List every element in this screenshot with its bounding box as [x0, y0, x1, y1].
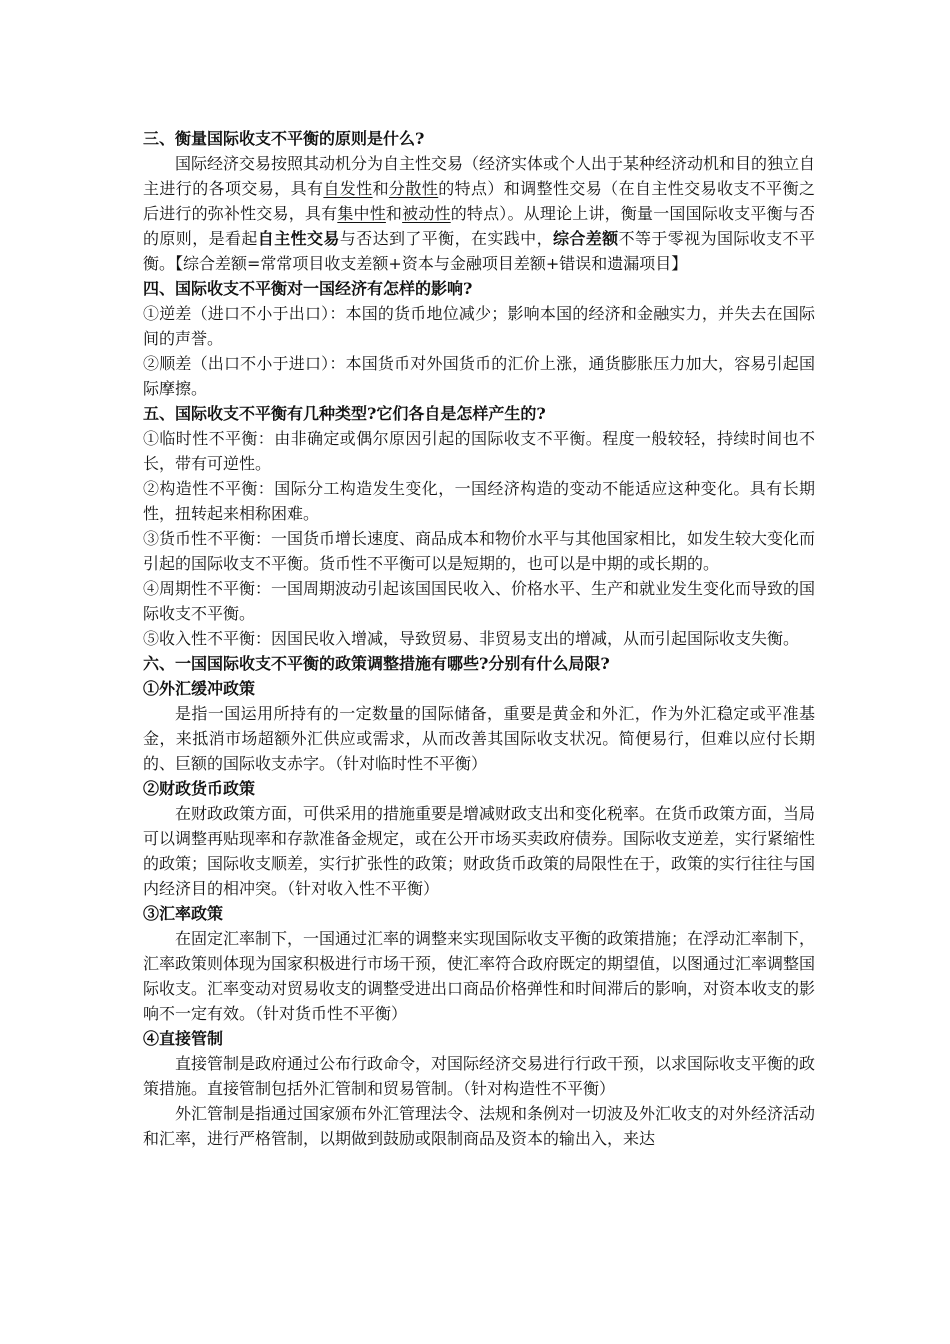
bold-term: 自主性交易 — [257, 229, 340, 248]
subsection-heading: ④直接管制 — [143, 1029, 224, 1048]
underlined-term: 自发性 — [323, 179, 373, 198]
section-3-heading: 三、衡量国际收支不平衡的原则是什么? — [143, 129, 425, 148]
section-5-item: ④周期性不平衡：一国周期波动引起该国国民收入、价格水平、生产和就业发生变化而导致的国际收支不平衡。 — [143, 579, 816, 623]
text: 和 — [372, 179, 389, 198]
document-body — [143, 126, 815, 1151]
text: 的特点）和调整性交易（在自主性交易收支不平衡之后进行的弥补性交易，具有 — [143, 179, 815, 223]
underlined-term: 分散性 — [389, 179, 439, 198]
subsection-heading: ①外汇缓冲政策 — [143, 679, 256, 698]
subsection-paragraph: 外汇管制是指通过国家颁布外汇管理法令、法规和条例对一切波及外汇收支的对外经济活动和汇率，进行严格管制，以期做到鼓励或限制商品及资本的输出入，来达 — [143, 1104, 816, 1148]
section-5-item: ①临时性不平衡：由非确定或偶尔原因引起的国际收支不平衡。程度一般较轻，持续时间也不长，带有可逆性。 — [143, 429, 815, 473]
underlined-term: 被动性 — [402, 204, 451, 223]
bold-term: 综合差额 — [552, 229, 619, 248]
section-5-item: ②构造性不平衡：国际分工构造发生变化，一国经济构造的变动不能适应这种变化。具有长期性，扭转起来相称困难。 — [143, 479, 815, 523]
subsection-heading: ②财政货币政策 — [143, 779, 256, 798]
section-5-heading: 五、国际收支不平衡有几种类型?它们各自是怎样产生的? — [143, 404, 546, 423]
section-5-item: ⑤收入性不平衡：因国民收入增减，导致贸易、非贸易支出的增减，从而引起国际收支失衡。 — [143, 629, 800, 648]
text: 的特点）。从理论上讲，衡量一国国际收支平衡与否的原则，是看起 — [143, 204, 815, 248]
text: 不等于零视为国际收支不平衡。【综合差额=常常项目收支差额+资本与金融项目差额+错误和遗漏项目】 — [143, 229, 815, 273]
section-5-item: ③货币性不平衡：一国货币增长速度、商品成本和物价水平与其他国家相比，如发生较大变化而引起的国际收支不平衡。货币性不平衡可以是短期的，也可以是中期的或长期的。 — [143, 529, 816, 573]
underlined-term: 集中性 — [337, 204, 386, 223]
section-4-item: ①逆差（进口不小于出口）：本国的货币地位减少；影响本国的经济和金融实力，并失去在国际间的声誉。 — [143, 304, 815, 348]
section-3-paragraph — [143, 151, 815, 276]
subsection-paragraph: 是指一国运用所持有的一定数量的国际储备，重要是黄金和外汇，作为外汇稳定或平准基金，来抵消市场超额外汇供应或需求，从而改善其国际收支状况。简便易行，但难以应付长期的、巨额的国际收支赤字。（针对临时性不平衡） — [143, 704, 815, 773]
subsection-paragraph: 在财政政策方面，可供采用的措施重要是增减财政支出和变化税率。在货币政策方面，当局可以调整再贴现率和存款准备金规定，或在公开市场买卖政府债券。国际收支逆差，实行紧缩性的政策；国际收支顺差，实行扩张性的政策；财政货币政策的局限性在于，政策的实行往往与国内经济目的相冲突。（针对收入性不平衡） — [143, 804, 816, 898]
text: 国际经济交易按照其动机分为自主性交易（经济实体或个人出于某种经济动机和目的独立自主进行的各项交易，具有 — [143, 154, 816, 198]
subsection-paragraph: 直接管制是政府通过公布行政命令，对国际经济交易进行行政干预，以求国际收支平衡的政策措施。直接管制包括外汇管制和贸易管制。（针对构造性不平衡） — [143, 1054, 816, 1098]
subsection-paragraph: 在固定汇率制下，一国通过汇率的调整来实现国际收支平衡的政策措施；在浮动汇率制下，汇率政策则体现为国家积极进行市场干预，使汇率符合政府既定的期望值，以图通过汇率调整国际收支。汇率变动对贸易收支的调整受进出口商品价格弹性和时间滞后的影响，对资本收支的影响不一定有效。（针对货币性不平衡） — [143, 929, 816, 1023]
subsection-heading: ③汇率政策 — [143, 904, 224, 923]
text: 和 — [385, 204, 403, 223]
text: 与否达到了平衡，在实践中， — [339, 229, 553, 248]
section-4-heading: 四、国际收支不平衡对一国经济有怎样的影响? — [143, 279, 473, 298]
section-4-item: ②顺差（出口不小于进口）：本国货币对外国货币的汇价上涨，通货膨胀压力加大，容易引起国际摩擦。 — [143, 354, 815, 398]
section-6-heading: 六、一国国际收支不平衡的政策调整措施有哪些?分别有什么局限? — [143, 654, 610, 673]
